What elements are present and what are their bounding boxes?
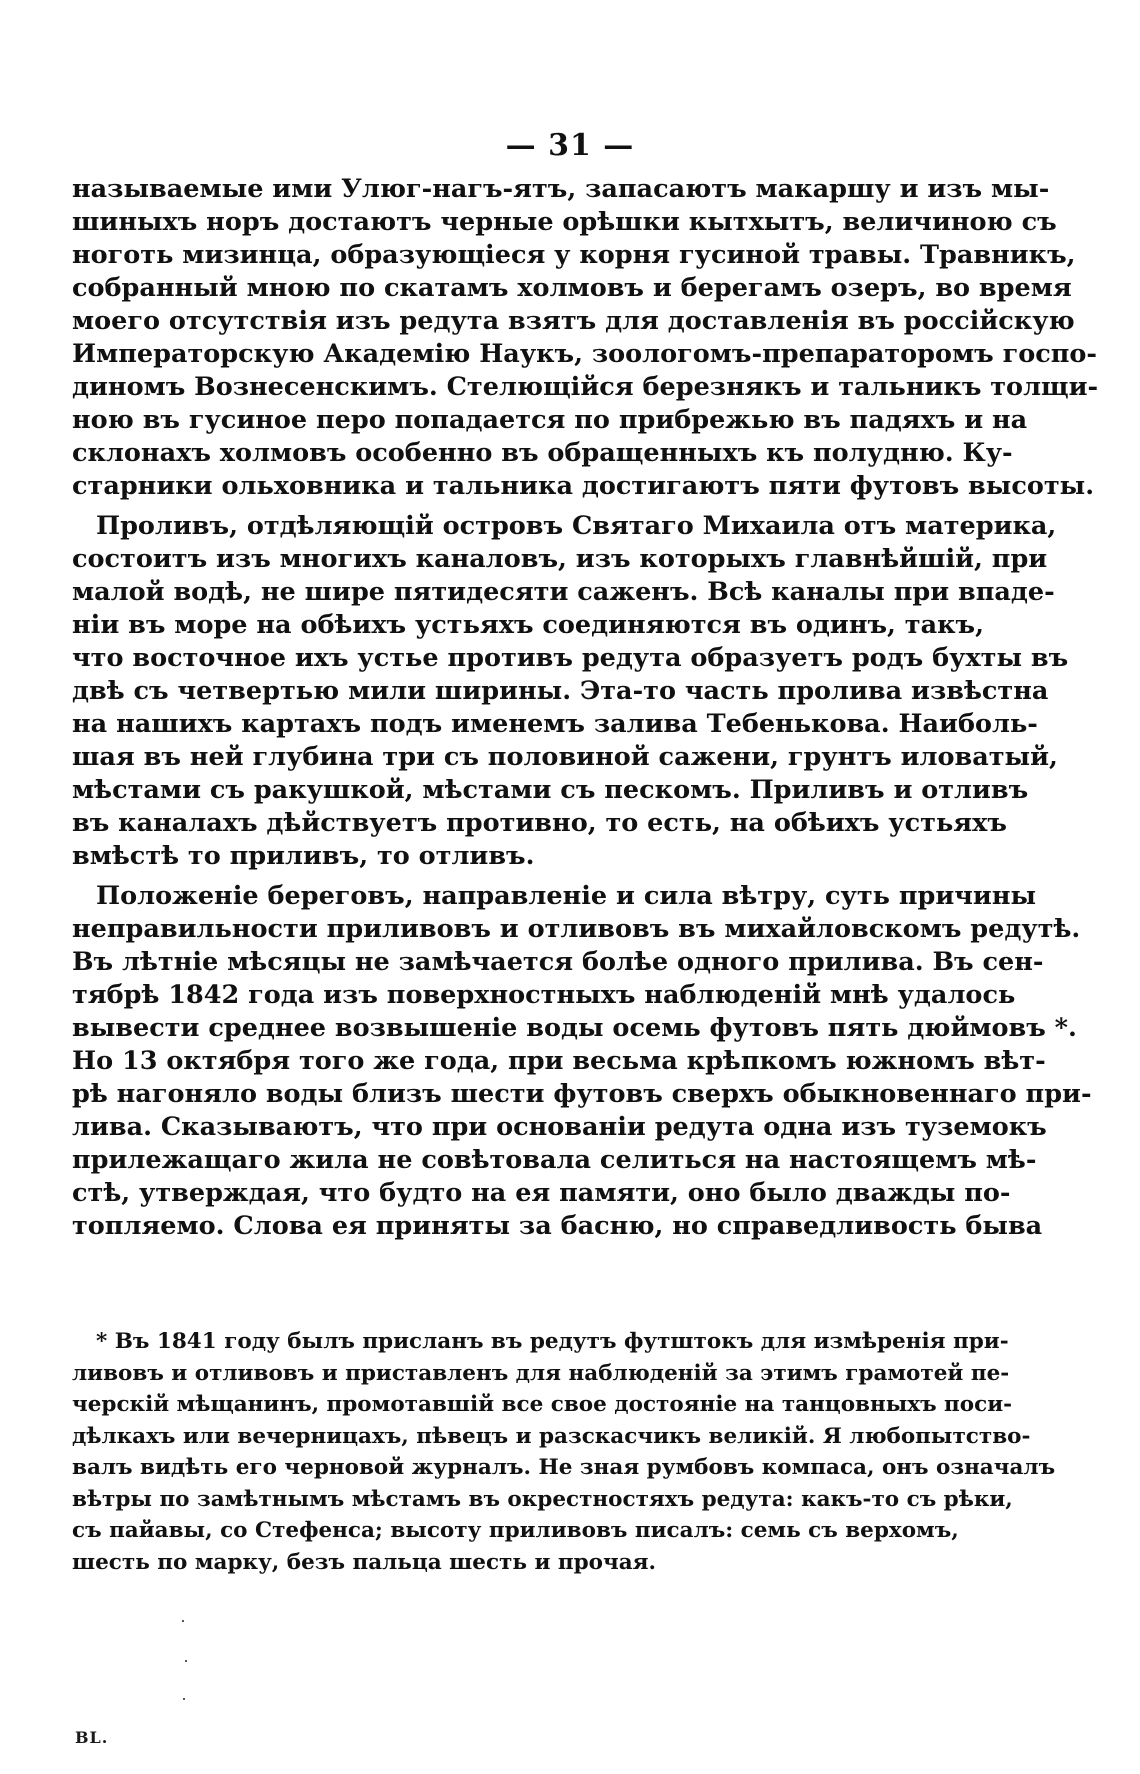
text-line: стѣ, утверждая, что будто на ея памяти, оно было дважды по- bbox=[72, 1178, 1011, 1208]
text-line: двѣ съ четвертью мили ширины. Эта-то часть пролива извѣстна bbox=[72, 676, 1049, 706]
text-line: ніи въ море на обѣихъ устьяхъ соединяются въ одинъ, такъ, bbox=[72, 610, 984, 640]
text-line: шиныхъ норъ достаютъ черные орѣшки кытхытъ, величиною съ bbox=[72, 207, 1057, 237]
text-line: топляемо. Слова ея приняты за басню, но справедливость быва bbox=[72, 1211, 1043, 1241]
text-line: прилежащаго жила не совѣтовала селиться на настоящемъ мѣ- bbox=[72, 1145, 1037, 1175]
paragraph-gap bbox=[72, 503, 957, 510]
text-line: Проливъ, отдѣляющій островъ Святаго Михаила отъ материка, bbox=[96, 511, 1057, 541]
scan-speck bbox=[182, 1620, 184, 1622]
text-line: собранный мною по скатамъ холмовъ и берегамъ озеръ, во время bbox=[72, 273, 1072, 303]
text-line: моего отсутствія изъ редута взятъ для доставленія въ россійскую bbox=[72, 306, 1075, 336]
library-stamp: BL. bbox=[75, 1728, 109, 1747]
page-number: — 31 — bbox=[505, 128, 635, 163]
footnote-line: * Въ 1841 году былъ присланъ въ редутъ футштокъ для измѣренія при- bbox=[96, 1329, 1009, 1354]
text-line: рѣ нагоняло воды близъ шести футовъ сверхъ обыкновеннаго при- bbox=[72, 1079, 1092, 1109]
text-line: лива. Сказываютъ, что при основаніи редута одна изъ туземокъ bbox=[72, 1112, 1047, 1142]
footnote bbox=[72, 1326, 1056, 1578]
paragraph-gap bbox=[72, 873, 957, 880]
text-line: Въ лѣтніе мѣсяцы не замѣчается болѣе одного прилива. Въ сен- bbox=[72, 947, 1044, 977]
main-text bbox=[72, 173, 1099, 1243]
text-line: вмѣстѣ то приливъ, то отливъ. bbox=[72, 841, 535, 871]
text-line: неправильности приливовъ и отливовъ въ михайловскомъ редутѣ. bbox=[72, 914, 1081, 944]
footnote-line: съ пайавы, со Стефенса; высоту приливовъ писалъ: семь съ верхомъ, bbox=[72, 1518, 959, 1543]
paragraph-3 bbox=[72, 880, 1092, 1243]
text-line: ноготь мизинца, образующіеся у корня гусиной травы. Травникъ, bbox=[72, 240, 1076, 270]
text-line: Положеніе береговъ, направленіе и сила вѣтру, суть причины bbox=[96, 881, 1037, 911]
scan-speck bbox=[183, 1698, 185, 1700]
text-line: на нашихъ картахъ подъ именемъ залива Тебенькова. Наиболь- bbox=[72, 709, 1038, 739]
text-line: называемые ими Улюг-нагъ-ятъ, запасаютъ макаршу и изъ мы- bbox=[72, 174, 1050, 204]
text-line: Императорскую Академію Наукъ, зоологомъ-препараторомъ госпо- bbox=[72, 339, 1097, 369]
footnote-line: валъ видѣть его черновой журналъ. Не зная румбовъ компаса, онъ означалъ bbox=[72, 1455, 1056, 1480]
text-line: въ каналахъ дѣйствуетъ противно, то есть, на обѣихъ устьяхъ bbox=[72, 808, 1007, 838]
text-line: диномъ Вознесенскимъ. Стелющійся березнякъ и тальникъ толщи- bbox=[72, 372, 1099, 402]
footnote-line: вѣтры по замѣтнымъ мѣстамъ въ окрестностяхъ редута: какъ-то съ рѣки, bbox=[72, 1486, 1013, 1512]
scan-specks bbox=[180, 1620, 192, 1720]
text-line: вывести среднее возвышеніе воды осемь футовъ пять дюймовъ *. bbox=[72, 1013, 1077, 1043]
text-line: малой водѣ, не шире пятидесяти саженъ. Всѣ каналы при впаде- bbox=[72, 577, 1055, 607]
paragraph-2 bbox=[72, 510, 1069, 873]
text-line: шая въ ней глубина три съ половиной сажени, грунтъ иловатый, bbox=[72, 742, 1058, 772]
text-line: состоитъ изъ многихъ каналовъ, изъ которыхъ главнѣйшій, при bbox=[72, 544, 1048, 574]
paragraph-1 bbox=[72, 173, 1099, 503]
text-line: ною въ гусиное перо попадается по прибрежью въ падяхъ и на bbox=[72, 405, 1028, 435]
footnote-line: ливовъ и отливовъ и приставленъ для наблюденій за этимъ грамотей пе- bbox=[72, 1360, 1010, 1386]
scan-speck bbox=[185, 1660, 187, 1662]
text-line: склонахъ холмовъ особенно въ обращенныхъ къ полудню. Ку- bbox=[72, 438, 1013, 468]
text-line: старники ольховника и тальника достигаютъ пяти футовъ высоты. bbox=[72, 471, 1095, 501]
footnote-line: дѣлкахъ или вечерницахъ, пѣвецъ и разскасчикъ великій. Я любопытство- bbox=[72, 1423, 1031, 1449]
footnote-line: черскій мѣщанинъ, промотавшій все свое достояніе на танцовныхъ поси- bbox=[72, 1392, 1013, 1417]
text-line: тябрѣ 1842 года изъ поверхностныхъ наблюденій мнѣ удалось bbox=[72, 980, 1016, 1010]
text-line: Но 13 октября того же года, при весьма крѣпкомъ южномъ вѣт- bbox=[72, 1046, 1046, 1076]
text-line: что восточное ихъ устье противъ редута образуетъ родъ бухты въ bbox=[72, 643, 1069, 673]
footnote-line: шесть по марку, безъ пальца шесть и прочая. bbox=[72, 1549, 657, 1575]
text-line: мѣстами съ ракушкой, мѣстами съ пескомъ. Приливъ и отливъ bbox=[72, 775, 1029, 805]
